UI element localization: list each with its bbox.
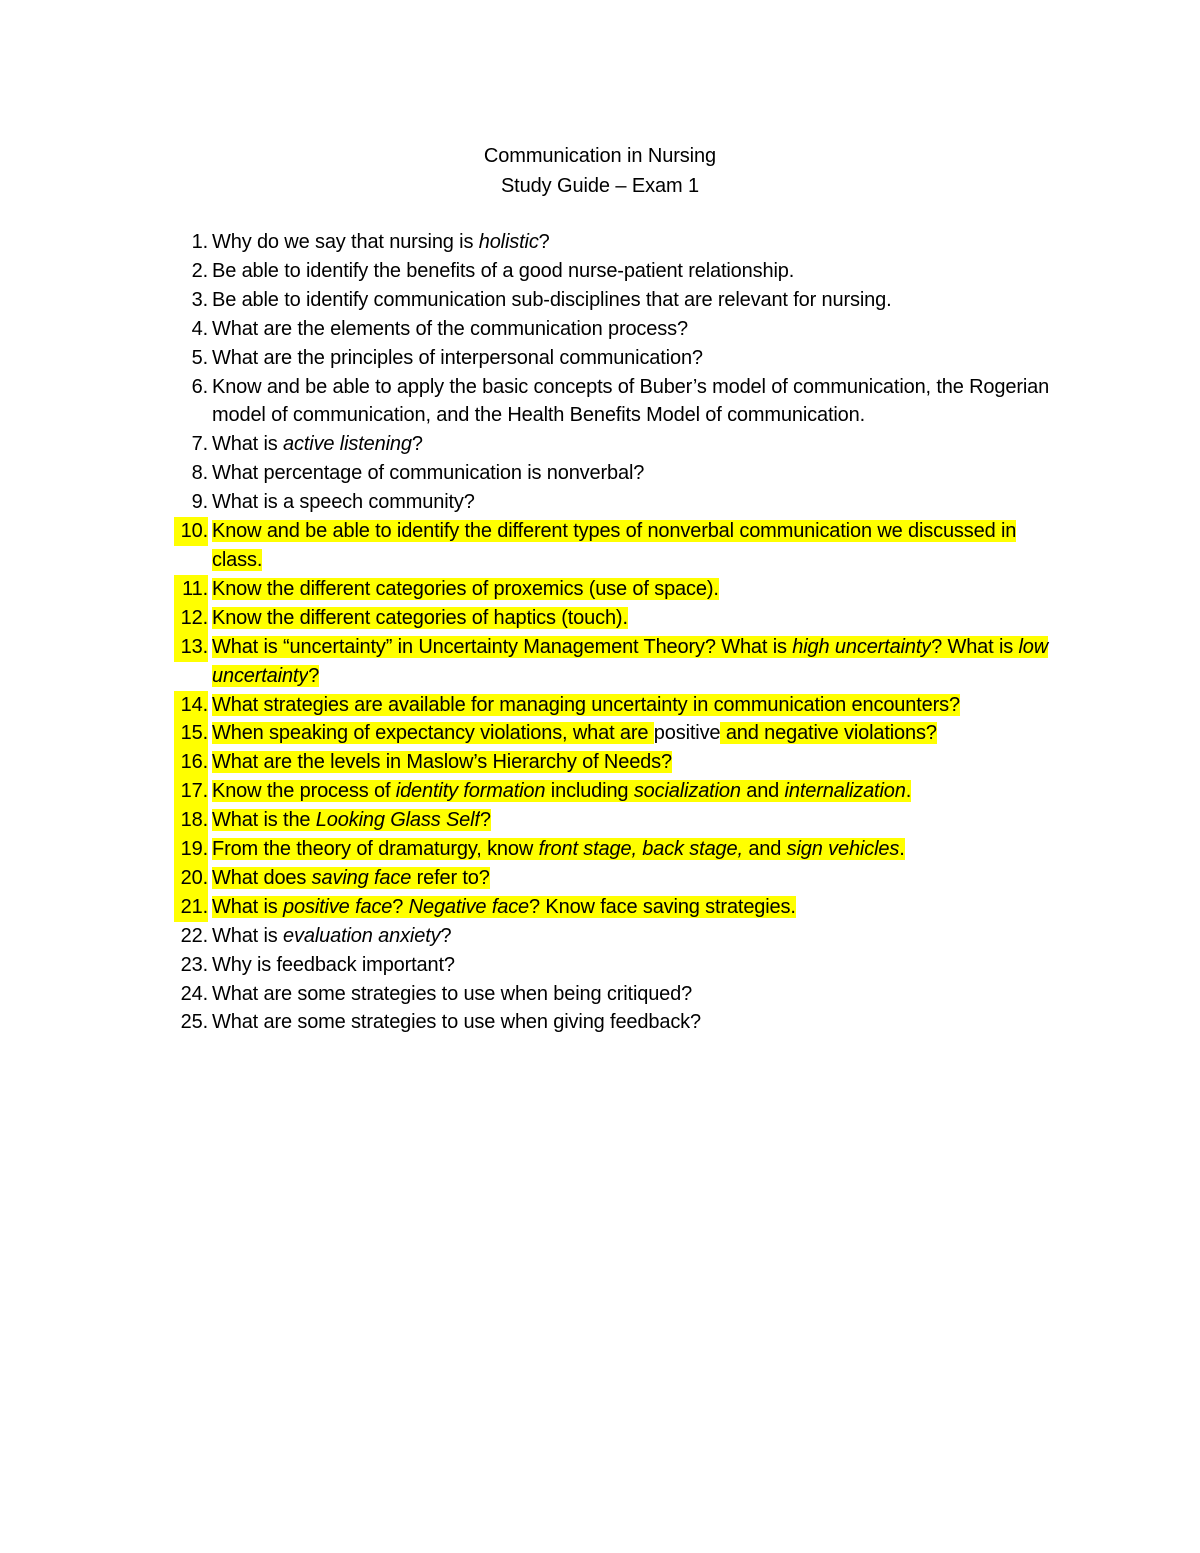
list-item-number: 7. bbox=[191, 433, 208, 456]
text-segment: What does bbox=[212, 866, 312, 889]
list-item-number: 19. bbox=[174, 835, 208, 864]
emphasized-term: holistic bbox=[478, 231, 539, 253]
list-item-text bbox=[212, 636, 1048, 687]
emphasized-term: Looking Glass Self bbox=[315, 809, 480, 832]
list-item-text bbox=[212, 491, 475, 513]
text-segment: Know and be able to apply the basic concepts of Buber’s model of communication, the Rogerian model of communication, and the Health Benefits Model of communication. bbox=[212, 375, 1050, 427]
text-segment: positive bbox=[653, 722, 721, 745]
list-item-number: 14. bbox=[174, 691, 208, 720]
list-item-number: 20. bbox=[174, 864, 208, 893]
list-item bbox=[174, 315, 1054, 344]
list-item-number: 1. bbox=[191, 231, 208, 253]
list-item-text bbox=[212, 925, 451, 947]
list-item-text bbox=[212, 607, 628, 629]
list-item bbox=[174, 748, 1054, 777]
list-item bbox=[174, 806, 1054, 835]
text-segment: Know the different categories of proxemics (use of space). bbox=[212, 577, 719, 600]
text-segment: ? bbox=[440, 924, 452, 947]
emphasized-term: evaluation anxiety bbox=[283, 924, 441, 947]
text-segment: What are some strategies to use when being critiqued? bbox=[212, 982, 693, 1005]
text-segment: ? bbox=[308, 664, 320, 687]
list-item-number: 9. bbox=[191, 491, 208, 514]
list-item bbox=[174, 951, 1054, 980]
list-item-number: 11. bbox=[174, 575, 208, 604]
list-item bbox=[174, 1008, 1054, 1037]
list-item-number: 3. bbox=[191, 288, 208, 311]
list-item-text bbox=[212, 1011, 701, 1033]
text-segment: What is “uncertainty” in Uncertainty Management Theory? What is bbox=[212, 635, 793, 658]
emphasized-term: sign vehicles bbox=[786, 838, 900, 861]
list-item bbox=[174, 488, 1054, 517]
emphasized-term: Negative face bbox=[408, 895, 530, 918]
text-segment: Why do we say that nursing is bbox=[212, 231, 479, 253]
text-segment: . bbox=[899, 838, 905, 861]
list-item-text bbox=[212, 347, 703, 369]
text-segment: and bbox=[740, 780, 785, 803]
list-item-number: 5. bbox=[191, 346, 208, 369]
text-segment: and bbox=[742, 838, 787, 861]
list-item bbox=[174, 864, 1054, 893]
text-segment: From the theory of dramaturgy, know bbox=[212, 838, 539, 861]
list-item-number: 23. bbox=[180, 953, 208, 976]
list-item-text bbox=[212, 231, 550, 253]
list-item-text bbox=[212, 867, 490, 889]
list-item-number: 25. bbox=[180, 1011, 208, 1034]
list-item-number: 24. bbox=[180, 982, 208, 1005]
list-item-text bbox=[212, 809, 491, 831]
list-item-number: 15. bbox=[174, 719, 208, 748]
list-item bbox=[174, 459, 1054, 488]
list-item-text bbox=[212, 578, 719, 600]
text-segment: ? What is bbox=[931, 635, 1019, 658]
text-segment: What is a speech community? bbox=[212, 491, 475, 514]
list-item bbox=[174, 719, 1054, 748]
list-item bbox=[174, 922, 1054, 951]
emphasized-term: high uncertainty bbox=[792, 635, 932, 658]
emphasized-term: socialization bbox=[633, 780, 741, 803]
text-segment: What are the levels in Maslow’s Hierarchy of Needs? bbox=[212, 751, 672, 774]
text-segment: Know the process of bbox=[212, 780, 396, 803]
list-item-text bbox=[212, 376, 1049, 427]
list-item bbox=[174, 257, 1054, 286]
list-item-text bbox=[212, 260, 794, 282]
list-item bbox=[174, 835, 1054, 864]
list-item-text bbox=[212, 954, 455, 976]
list-item-number: 4. bbox=[191, 317, 208, 340]
text-segment: . bbox=[905, 780, 912, 803]
list-item-number: 12. bbox=[174, 604, 208, 633]
list-item-text bbox=[212, 838, 905, 860]
text-segment: What are the principles of interpersonal communication? bbox=[212, 346, 703, 369]
text-segment: refer to? bbox=[411, 866, 490, 889]
list-item bbox=[174, 980, 1054, 1009]
list-item bbox=[174, 575, 1054, 604]
list-item bbox=[174, 893, 1054, 922]
list-item bbox=[174, 777, 1054, 806]
list-item-text bbox=[212, 694, 960, 716]
emphasized-term: low uncertainty bbox=[212, 635, 1049, 687]
text-segment: ? bbox=[479, 809, 491, 832]
text-segment: What are some strategies to use when giving feedback? bbox=[212, 1011, 701, 1034]
list-item-number: 13. bbox=[174, 633, 208, 662]
text-segment: What percentage of communication is nonverbal? bbox=[212, 462, 645, 485]
list-item bbox=[174, 604, 1054, 633]
text-segment: What is bbox=[212, 433, 284, 456]
list-item bbox=[174, 691, 1054, 720]
text-segment: What is bbox=[212, 895, 284, 918]
list-item-text bbox=[212, 780, 911, 802]
emphasized-term: saving face bbox=[311, 866, 412, 889]
text-segment: ? Know face saving strategies. bbox=[529, 895, 796, 918]
list-item bbox=[174, 633, 1054, 691]
text-segment: ? bbox=[411, 433, 423, 456]
list-item-number: 18. bbox=[174, 806, 208, 835]
text-segment: Be able to identify communication sub-disciplines that are relevant for nursing. bbox=[212, 288, 892, 311]
emphasized-term: positive face bbox=[283, 895, 393, 918]
document-subtitle: Study Guide – Exam 1 bbox=[500, 175, 700, 197]
text-segment: Know and be able to identify the different types of nonverbal communication we discussed in class. bbox=[212, 520, 1017, 571]
text-segment: When speaking of expectancy violations, what are bbox=[212, 722, 654, 745]
text-segment: Know the different categories of haptics (touch). bbox=[212, 606, 628, 629]
emphasized-term: identity formation bbox=[395, 780, 546, 803]
text-segment: and negative violations? bbox=[720, 722, 937, 745]
list-item bbox=[174, 228, 1054, 257]
list-item bbox=[174, 517, 1054, 575]
list-item-text bbox=[212, 520, 1016, 571]
list-item-number: 16. bbox=[174, 748, 208, 777]
list-item-text bbox=[212, 983, 692, 1005]
list-item-number: 17. bbox=[174, 777, 208, 806]
list-item bbox=[174, 373, 1054, 431]
text-segment: ? bbox=[538, 231, 550, 253]
list-item-number: 10. bbox=[174, 517, 208, 546]
list-item-number: 22. bbox=[180, 924, 208, 947]
document-title: Communication in Nursing bbox=[483, 145, 717, 167]
list-item-text bbox=[212, 896, 796, 918]
emphasized-term: front stage, back stage, bbox=[538, 838, 743, 861]
list-item-text bbox=[212, 722, 937, 744]
text-segment: What is bbox=[212, 924, 284, 947]
list-item-text bbox=[212, 462, 644, 484]
study-question-list bbox=[174, 228, 1054, 1037]
list-item bbox=[174, 344, 1054, 373]
list-item-text bbox=[212, 751, 672, 773]
text-segment: Be able to identify the benefits of a good nurse-patient relationship. bbox=[212, 259, 795, 282]
text-segment: Why is feedback important? bbox=[212, 953, 455, 976]
text-segment: What are the elements of the communication process? bbox=[212, 317, 688, 340]
list-item-number: 8. bbox=[191, 462, 208, 485]
list-item-number: 2. bbox=[191, 259, 208, 282]
list-item-number: 21. bbox=[174, 893, 208, 922]
text-segment: What is the bbox=[212, 809, 316, 832]
text-segment: ? bbox=[392, 895, 409, 918]
document-header bbox=[0, 141, 1200, 201]
list-item-text bbox=[212, 318, 688, 340]
list-item-text bbox=[212, 433, 423, 455]
list-item bbox=[174, 430, 1054, 459]
list-item-text bbox=[212, 289, 891, 311]
list-item-number: 6. bbox=[191, 375, 208, 398]
list-item bbox=[174, 286, 1054, 315]
text-segment: including bbox=[545, 780, 634, 803]
text-segment: What strategies are available for managing uncertainty in communication encounters? bbox=[212, 693, 960, 716]
emphasized-term: internalization bbox=[784, 780, 906, 803]
emphasized-term: active listening bbox=[283, 433, 412, 456]
